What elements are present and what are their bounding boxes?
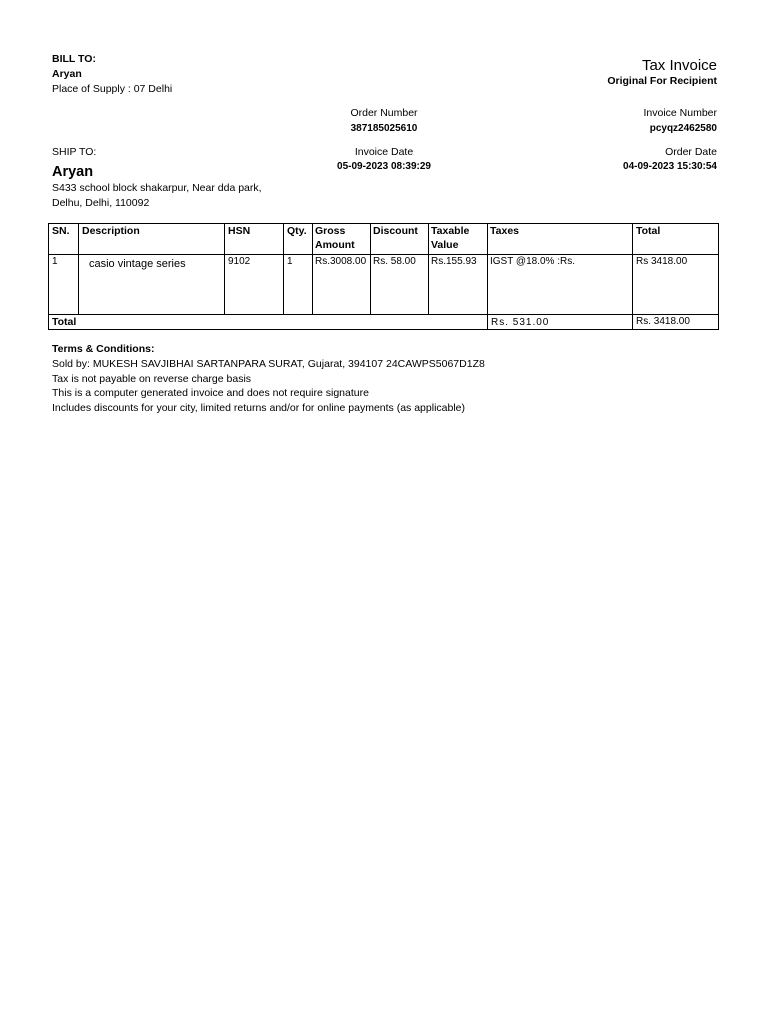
terms-line: Sold by: MUKESH SAVJIBHAI SARTANPARA SURAT, Gujarat, 394107 24CAWPS5067D1Z8	[52, 358, 485, 370]
header-discount: Discount	[373, 225, 418, 237]
ship-to-heading: SHIP TO:	[52, 146, 97, 158]
footer-total-label: Total	[52, 316, 77, 328]
total-divider	[49, 314, 718, 315]
header-gross: Gross	[315, 225, 346, 237]
header-qty: Qty.	[287, 225, 307, 237]
col-divider	[312, 224, 313, 314]
row-taxable: Rs.155.93	[431, 256, 477, 267]
col-divider	[370, 224, 371, 314]
order-date: 04-09-2023 15:30:54	[623, 161, 717, 172]
ship-to-name: Aryan	[52, 164, 94, 180]
col-divider	[428, 224, 429, 314]
order-number: 387185025610	[350, 123, 418, 134]
header-total: Total	[636, 225, 661, 237]
header-hsn: HSN	[228, 225, 251, 237]
invoice-subtitle: Original For Recipient	[607, 75, 717, 87]
col-divider	[487, 224, 488, 329]
invoice-date-label: Invoice Date	[354, 146, 414, 158]
terms-heading: Terms & Conditions:	[52, 343, 155, 355]
row-gross: Rs.3008.00	[315, 256, 367, 267]
footer-grand-total: Rs. 3418.00	[636, 316, 690, 327]
invoice-title: Tax Invoice	[641, 57, 717, 74]
invoice-number: pcyqz2462580	[649, 123, 717, 134]
col-divider	[632, 224, 633, 329]
header-taxable-value: Value	[431, 239, 459, 251]
header-taxes: Taxes	[490, 225, 519, 237]
col-divider	[224, 224, 225, 314]
header-sn: SN.	[52, 225, 70, 237]
order-number-label: Order Number	[350, 107, 418, 119]
col-divider	[283, 224, 284, 314]
row-sn: 1	[52, 256, 58, 267]
footer-taxes-total: Rs. 531.00	[491, 317, 550, 328]
header-description: Description	[82, 225, 140, 237]
row-description: casio vintage series	[89, 258, 186, 270]
terms-line: Tax is not payable on reverse charge basis	[52, 373, 252, 385]
header-taxable: Taxable	[431, 225, 470, 237]
bill-to-heading: BILL TO:	[52, 53, 96, 65]
place-of-supply: Place of Supply : 07 Delhi	[52, 83, 173, 95]
items-table	[48, 223, 719, 330]
terms-line: Includes discounts for your city, limited returns and/or for online payments (as applicable)	[52, 402, 466, 414]
row-total: Rs 3418.00	[636, 256, 688, 267]
row-hsn: 9102	[228, 256, 251, 267]
order-date-label: Order Date	[665, 146, 717, 158]
row-taxes: IGST @18.0% :Rs.	[490, 256, 575, 267]
bill-to-name: Aryan	[52, 68, 82, 80]
row-discount: Rs. 58.00	[373, 256, 416, 267]
terms-line: This is a computer generated invoice and does not require signature	[52, 387, 369, 399]
invoice-date: 05-09-2023 08:39:29	[337, 161, 431, 172]
header-gross-amount: Amount	[315, 239, 355, 251]
ship-to-address-line2: Delhu, Delhi, 110092	[52, 197, 150, 209]
row-qty: 1	[287, 256, 293, 267]
col-divider	[78, 224, 79, 314]
invoice-number-label: Invoice Number	[643, 107, 717, 119]
ship-to-address-line1: S433 school block shakarpur, Near dda park,	[52, 182, 262, 194]
